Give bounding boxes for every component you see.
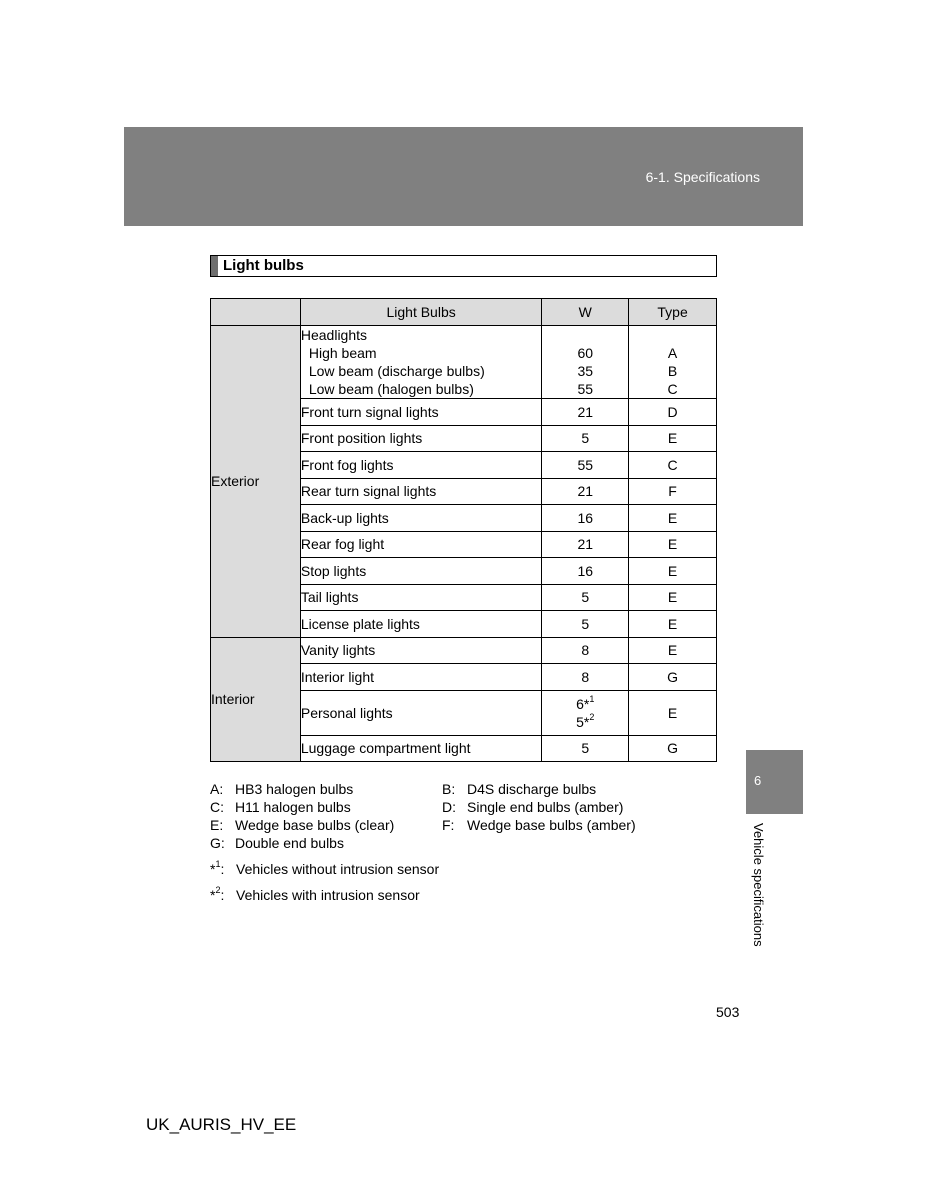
- bulb-type: E: [629, 558, 717, 585]
- legend-key: F:: [442, 817, 455, 833]
- chapter-tab: [746, 750, 803, 814]
- bulb-name: Luggage compartment light: [300, 735, 542, 762]
- legend-item: [210, 816, 442, 834]
- legend-text: Wedge base bulbs (amber): [467, 817, 636, 833]
- bulb-type: F: [629, 478, 717, 505]
- section-title-box: [210, 255, 717, 277]
- personal-watt-1: 6*: [576, 695, 590, 712]
- headlight-type: B: [667, 363, 678, 379]
- bulb-name: Stop lights: [300, 558, 542, 585]
- legend-item: [442, 816, 682, 834]
- footnote-sup: 1: [215, 859, 221, 870]
- legend-key: B:: [442, 781, 456, 797]
- light-bulbs-table: [210, 298, 717, 762]
- footnote-text: Vehicles without intrusion sensor: [236, 861, 440, 877]
- header-watt: W: [542, 299, 629, 326]
- bulb-watt: 8: [542, 637, 629, 664]
- headlight-type: A: [667, 345, 678, 361]
- legend-key: E:: [210, 817, 224, 833]
- bulb-watt: 21: [542, 531, 629, 558]
- footnote-colon: :: [220, 861, 225, 877]
- chapter-number: 6: [754, 773, 762, 788]
- bulb-name: Front turn signal lights: [300, 399, 542, 426]
- legend-item: [210, 780, 442, 798]
- footnote-text: Vehicles with intrusion sensor: [236, 887, 420, 903]
- legend-key: C:: [210, 799, 224, 815]
- chapter-label: Vehicle specifications: [751, 823, 766, 947]
- bulb-name: License plate lights: [300, 611, 542, 638]
- bulb-watt: 5: [542, 611, 629, 638]
- headlight-type: C: [667, 381, 678, 397]
- section-label: 6-1. Specifications: [645, 169, 760, 185]
- section-title: Light bulbs: [223, 257, 304, 274]
- bulb-name: Back-up lights: [300, 505, 542, 532]
- bulb-watt: 21: [542, 478, 629, 505]
- bulb-type: G: [629, 664, 717, 691]
- headlight-name: Low beam (halogen bulbs): [308, 381, 474, 397]
- headlights-types: [629, 326, 717, 399]
- headlights-title: Headlights: [300, 327, 368, 343]
- personal-watt-2: 5*: [576, 713, 590, 730]
- headlights-watts: [542, 326, 629, 399]
- legend-text: HB3 halogen bulbs: [235, 781, 354, 797]
- bulb-type: D: [629, 399, 717, 426]
- legend-item: [442, 798, 682, 816]
- group-interior: Interior: [211, 637, 301, 762]
- bulb-name: Rear turn signal lights: [300, 478, 542, 505]
- page-number: 503: [716, 1004, 740, 1020]
- bulb-type: E: [629, 505, 717, 532]
- bulb-watt: 5: [542, 735, 629, 762]
- legend-key: G:: [210, 835, 225, 851]
- bulb-name: Vanity lights: [300, 637, 542, 664]
- headlights-cell: [300, 326, 542, 399]
- headlight-name: Low beam (discharge bulbs): [308, 363, 485, 379]
- bulb-watt: 5: [542, 584, 629, 611]
- bulb-name: Interior light: [300, 664, 542, 691]
- bulb-type: E: [629, 425, 717, 452]
- legend-text: H11 halogen bulbs: [235, 799, 351, 815]
- notes-section: [210, 780, 682, 904]
- footnote-mark: *: [210, 887, 216, 903]
- bulb-watt: 5: [542, 425, 629, 452]
- group-exterior: Exterior: [211, 326, 301, 638]
- bulb-watt: 55: [542, 452, 629, 479]
- title-accent-bar: [211, 256, 218, 276]
- footnote-mark: *: [210, 861, 216, 877]
- legend-text: Single end bulbs (amber): [467, 799, 624, 815]
- bulb-watt: 8: [542, 664, 629, 691]
- header-type: Type: [629, 299, 717, 326]
- bulb-type: G: [629, 735, 717, 762]
- headlight-name: High beam: [308, 345, 377, 361]
- footnote-ref-2: 2: [589, 711, 595, 722]
- bulb-type: E: [629, 584, 717, 611]
- footnote-ref-1: 1: [589, 693, 595, 704]
- bulb-name: Rear fog light: [300, 531, 542, 558]
- headlight-watt: 35: [577, 363, 594, 379]
- bulb-type: E: [629, 637, 717, 664]
- bulb-watt: 21: [542, 399, 629, 426]
- bulb-type: E: [629, 611, 717, 638]
- bulb-type: E: [629, 531, 717, 558]
- legend-text: Wedge base bulbs (clear): [235, 817, 395, 833]
- legend-key: A:: [210, 781, 224, 797]
- bulb-name: Front position lights: [300, 425, 542, 452]
- bulb-type: E: [629, 690, 717, 735]
- bulb-name: Personal lights: [300, 690, 542, 735]
- bulb-name: Tail lights: [300, 584, 542, 611]
- table-row: [211, 637, 717, 664]
- legend-text: Double end bulbs: [235, 835, 344, 851]
- footnote-colon: :: [220, 887, 225, 903]
- header-light-bulbs: Light Bulbs: [300, 299, 542, 326]
- bulb-name: Front fog lights: [300, 452, 542, 479]
- legend-item: [210, 834, 442, 852]
- header-band: [124, 127, 803, 226]
- legend-item: [442, 780, 682, 798]
- table-row-headlights: [211, 326, 717, 399]
- table-header-row: [211, 299, 717, 326]
- bulb-watt: 16: [542, 505, 629, 532]
- footnote-sup: 2: [215, 885, 221, 896]
- footnote-2: [210, 886, 682, 904]
- headlight-watt: 55: [577, 381, 594, 397]
- legend-text: D4S discharge bulbs: [467, 781, 597, 797]
- footnote-1: [210, 860, 682, 878]
- personal-watts: [542, 690, 629, 735]
- bulb-type-legend: [210, 780, 682, 852]
- bulb-watt: 16: [542, 558, 629, 585]
- header-blank-cell: [211, 299, 301, 326]
- document-code: UK_AURIS_HV_EE: [146, 1115, 297, 1134]
- legend-key: D:: [442, 799, 456, 815]
- bulb-type: C: [629, 452, 717, 479]
- headlight-watt: 60: [577, 345, 594, 361]
- legend-item: [210, 798, 442, 816]
